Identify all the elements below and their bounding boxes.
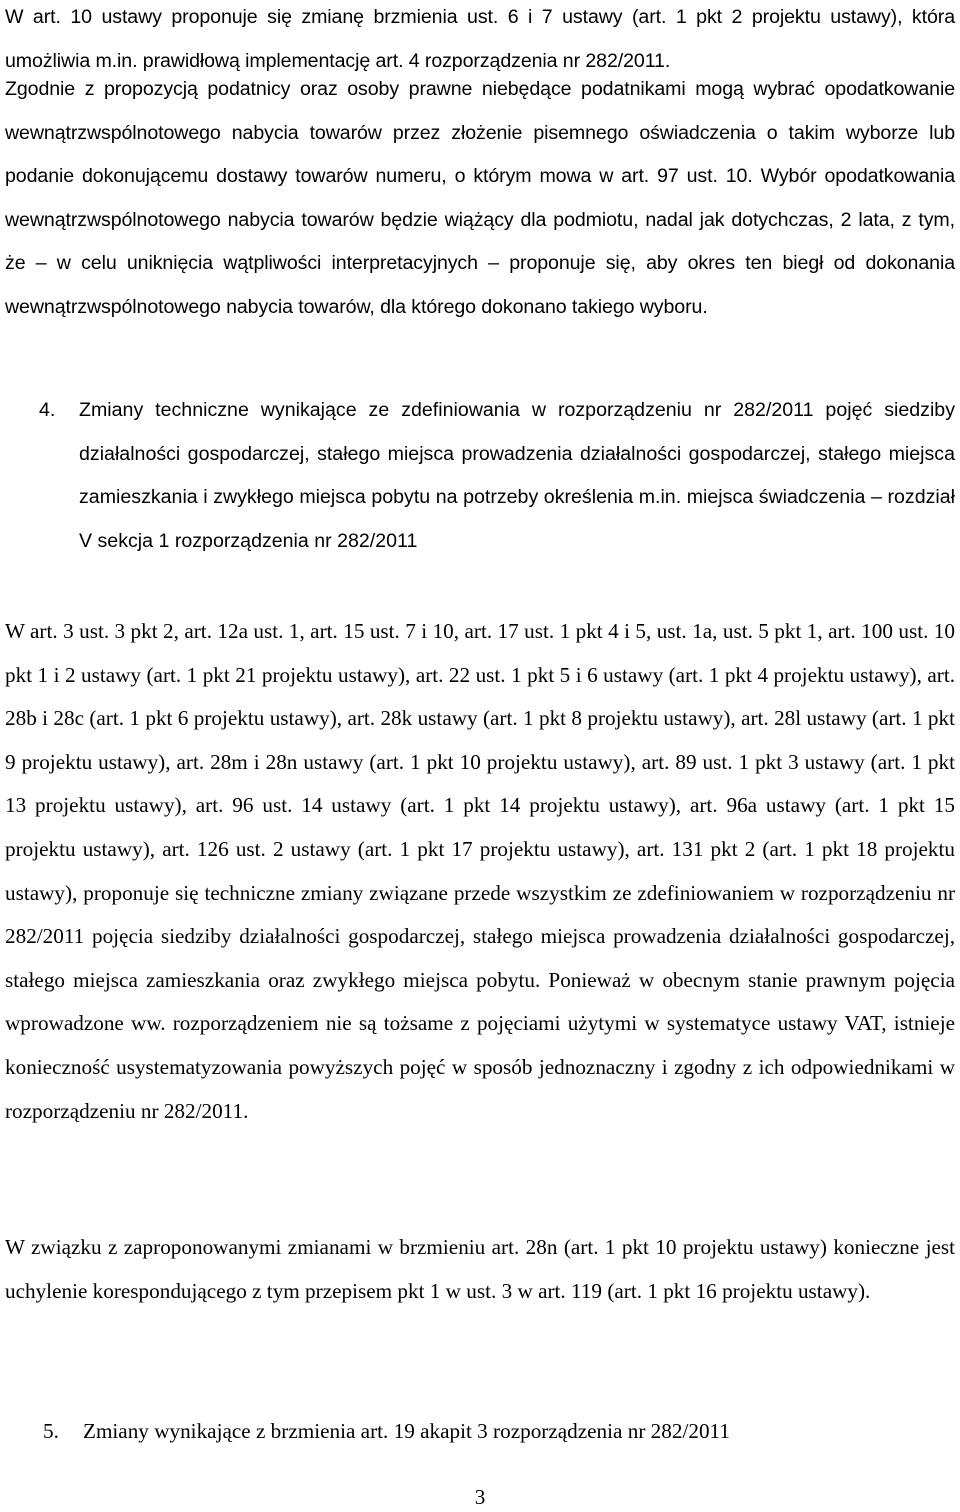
list-item-4-text: Zmiany techniczne wynikające ze zdefiniowania w rozporządzeniu nr 282/2011 pojęć siedziby działalności gospodarczej, stałego miejsca prowadzenia działalności gospodarczej, stałego miejsca zamieszkania i zwykłego miejsca pobytu na potrzeby określenia m.in. miejsca świadczenia – rozdział V sekcja 1 rozporządzenia nr 282/2011	[79, 399, 955, 552]
list-item-5-text: Zmiany wynikające z brzmienia art. 19 akapit 3 rozporządzenia nr 282/2011	[83, 1419, 730, 1443]
paragraph-opodatkowanie-wyboru: Zgodnie z propozycją podatnicy oraz osoby prawne niebędące podatnikami mogą wybrać opodatkowanie wewnątrzwspólnotowego nabycia towarów przez złożenie pisemnego oświadczenia o takim wyborze lub podanie dokonującemu dostawy towarów numeru, o którym mowa w art. 97 ust. 10. Wybór opodatkowania wewnątrzwspólnotowego nabycia towarów będzie wiążący dla podmiotu, nadal jak dotychczas, 2 lata, z tym, że – w celu uniknięcia wątpliwości interpretacyjnych – proponuje się, aby okres ten biegł od dokonania wewnątrzwspólnotowego nabycia towarów, dla którego dokonano takiego wyboru.	[5, 78, 955, 318]
paragraph-zmiany-techniczne: W art. 3 ust. 3 pkt 2, art. 12a ust. 1, art. 15 ust. 7 i 10, art. 17 ust. 1 pkt 4 i 5, ust. 1a, ust. 5 pkt 1, art. 100 ust. 10 pkt 1 i 2 ustawy (art. 1 pkt 21 projektu ustawy), art. 22 ust. 1 pkt 5 i 6 ustawy (art. 1 pkt 4 projektu ustawy), art. 28b i 28c (art. 1 pkt 6 projektu ustawy), art. 28k ustawy (art. 1 pkt 8 projektu ustawy), art. 28l ustawy (art. 1 pkt 9 projektu ustawy), art. 28m i 28n ustawy (art. 1 pkt 10 projektu ustawy), art. 89 ust. 1 pkt 3 ustawy (art. 1 pkt 13 projektu ustawy), art. 96 ust. 14 ustawy (art. 1 pkt 14 projektu ustawy), art. 96a ustawy (art. 1 pkt 15 projektu ustawy), art. 126 ust. 2 ustawy (art. 1 pkt 17 projektu ustawy), art. 131 pkt 2 (art. 1 pkt 18 projektu ustawy), proponuje się techniczne zmiany związane przede wszystkim ze zdefiniowaniem w rozporządzeniu nr 282/2011 pojęcia siedziby działalności gospodarczej, stałego miejsca prowadzenia działalności gospodarczej, stałego miejsca zamieszkania oraz zwykłego miejsca pobytu. Ponieważ w obecnym stanie prawnym pojęcia wprowadzone ww. rozporządzeniem nie są tożsame z pojęciami użytymi w systematyce ustawy VAT, istnieje konieczność usystematyzowania powyższych pojęć w sposób jednoznaczny i zgodny z ich odpowiednikami w rozporządzeniu nr 282/2011.	[5, 619, 955, 1123]
list-item-4-number: 4.	[39, 399, 56, 421]
list-item-4	[39, 389, 955, 563]
paragraph-art-10: W art. 10 ustawy proponuje się zmianę brzmienia ust. 6 i 7 ustawy (art. 1 pkt 2 projektu ustawy), która umożliwia m.in. prawidłową implementację art. 4 rozporządzenia nr 282/2011.	[5, 6, 955, 72]
paragraph-art-28n: W związku z zaproponowanymi zmianami w brzmieniu art. 28n (art. 1 pkt 10 projektu ustawy) konieczne jest uchylenie korespondującego z tym przepisem pkt 1 w ust. 3 w art. 119 (art. 1 pkt 16 projektu ustawy).	[5, 1235, 955, 1303]
list-item-5	[43, 1410, 943, 1454]
page-number: 3	[474, 1485, 486, 1509]
list-item-5-number: 5.	[43, 1419, 59, 1443]
